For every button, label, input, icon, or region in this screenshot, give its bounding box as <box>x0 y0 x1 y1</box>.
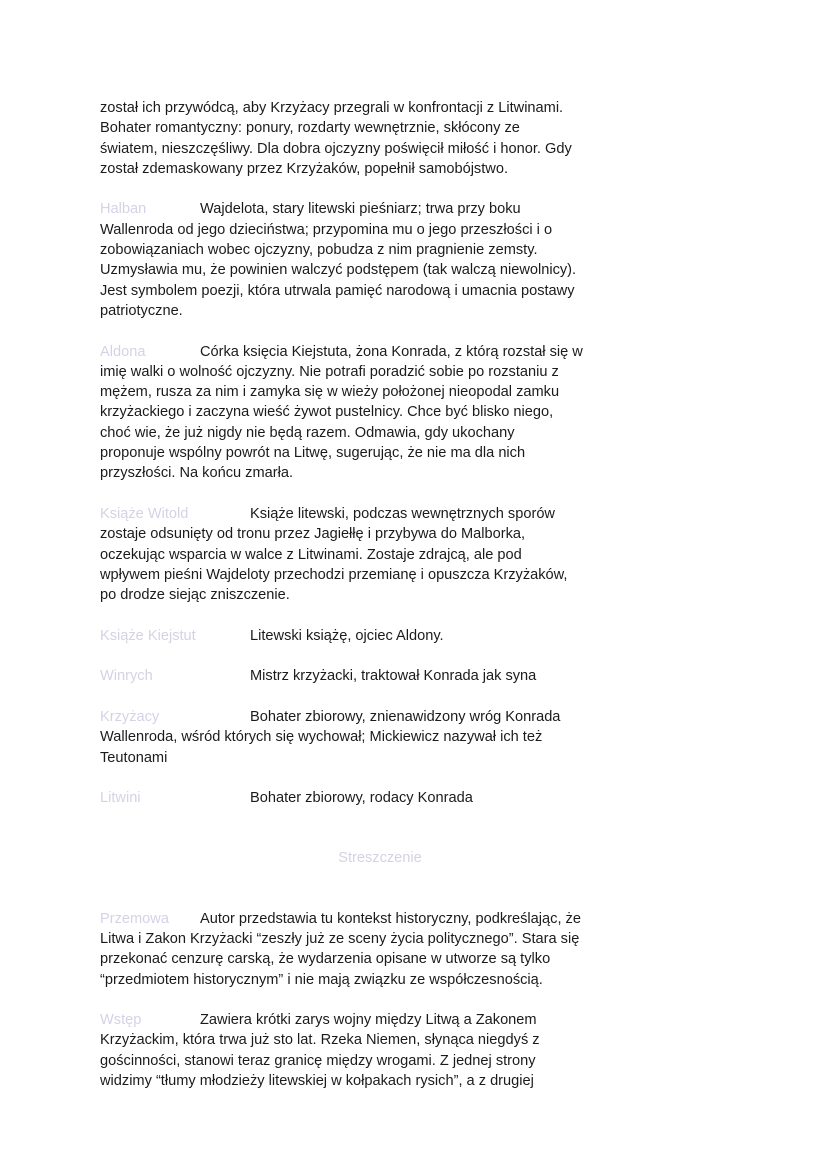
character-winrych: Winrych Mistrz krzyżacki, traktował Konrada jak syna <box>100 666 620 686</box>
character-kiejstut: Książe Kiejstut Litewski książę, ojciec Aldony. <box>100 626 620 646</box>
character-name: Halban <box>100 201 147 218</box>
character-witold: Książe Witold Książe litewski, podczas wewnętrznych sporów zostaje odsunięty od tronu przez Jagiełłę i przybywa do Malborka, oczekując wsparcia w walce z Litwinami. Zostaje zdrajcą, ale pod wpływem pieśni Wajdeloty przechodzi przemianę i opuszcza Krzyżaków, po drodze siejąc zniszczenie. <box>100 505 568 604</box>
character-name: Winrych <box>100 668 153 685</box>
character-halban: Halban Wajdelota, stary litewski pieśniarz; trwa przy boku Wallenroda od jego dzieciństwa; przypomina mu o jego przeszłości i o zobowiązaniach wobec ojczyzny, pobudza z nim pragnienie zemsty. Uzmysławia mu, że powinien walczyć podstępem (tak walczą niewolnicy). Jest symbolem poezji, która utrwala pamięć narodową i umacnia postawy patriotyczne. <box>100 201 577 319</box>
character-krzyzacy: Krzyżacy Bohater zbiorowy, znienawidzony wróg Konrada Wallenroda, wśród których się wychował; Mickiewicz nazywał ich też Teutonami <box>100 708 561 766</box>
character-name: Książe Witold <box>100 505 189 522</box>
character-name: Książe Kiejstut <box>100 627 196 644</box>
character-aldona: Aldona Córka księcia Kiejstuta, żona Konrada, z którą rozstał się w imię walki o wolność ojczyzny. Nie potrafi poradzić sobie po rozstaniu z mężem, rusza za nim i zamyka się w wieży położonej nieopodal zamku krzyżackiego i zaczyna wieść żywot pustelnicy. Chce być blisko niego, choć wie, że już nigdy nie będą razem. Odmawia, gdy ukochany proponuje wspólny powrót na Litwę, sugerując, że nie ma dla nich przyszłości. Na końcu zmarła. <box>100 343 583 482</box>
section-title-summary: Streszczenie <box>338 850 422 867</box>
summary-przemowa: Przemowa Autor przedstawia tu kontekst historyczny, podkreślając, że Litwa i Zakon Krzyżacki “zeszły już ze sceny życia politycznego”. Stara się przekonać cenzurę carską, że wydarzenia opisane w utworze są tylko “przedmiotem historycznym” i nie mają związku ze współczesnością. <box>100 910 581 988</box>
konrad-description-continued: został ich przywódcą, aby Krzyżacy przegrali w konfrontacji z Litwinami. Bohater romantyczny: ponury, rozdarty wewnętrznie, skłócony ze światem, nieszczęśliwy. Dla dobra ojczyzny poświęcił miłość i honor. Gdy został zdemaskowany przez Krzyżaków, popełnił samobójstwo. <box>100 100 572 177</box>
character-litwini: Litwini Bohater zbiorowy, rodacy Konrada <box>100 788 620 808</box>
summary-label: Przemowa <box>100 910 169 927</box>
summary-label: Wstęp <box>100 1012 142 1029</box>
document-page <box>100 98 620 1091</box>
character-name: Litwini <box>100 790 141 807</box>
character-name: Krzyżacy <box>100 708 160 725</box>
summary-wstep: Wstęp Zawiera krótki zarys wojny między Litwą a Zakonem Krzyżackim, która trwa już sto lat. Rzeka Niemen, słynąca niegdyś z gościnności, stanowi teraz granicę między wrogami. Z jednej strony widzimy “tłumy młodzieży litewskiej w kołpakach rysich”, a z drugiej <box>100 1012 540 1090</box>
character-name: Aldona <box>100 343 146 360</box>
